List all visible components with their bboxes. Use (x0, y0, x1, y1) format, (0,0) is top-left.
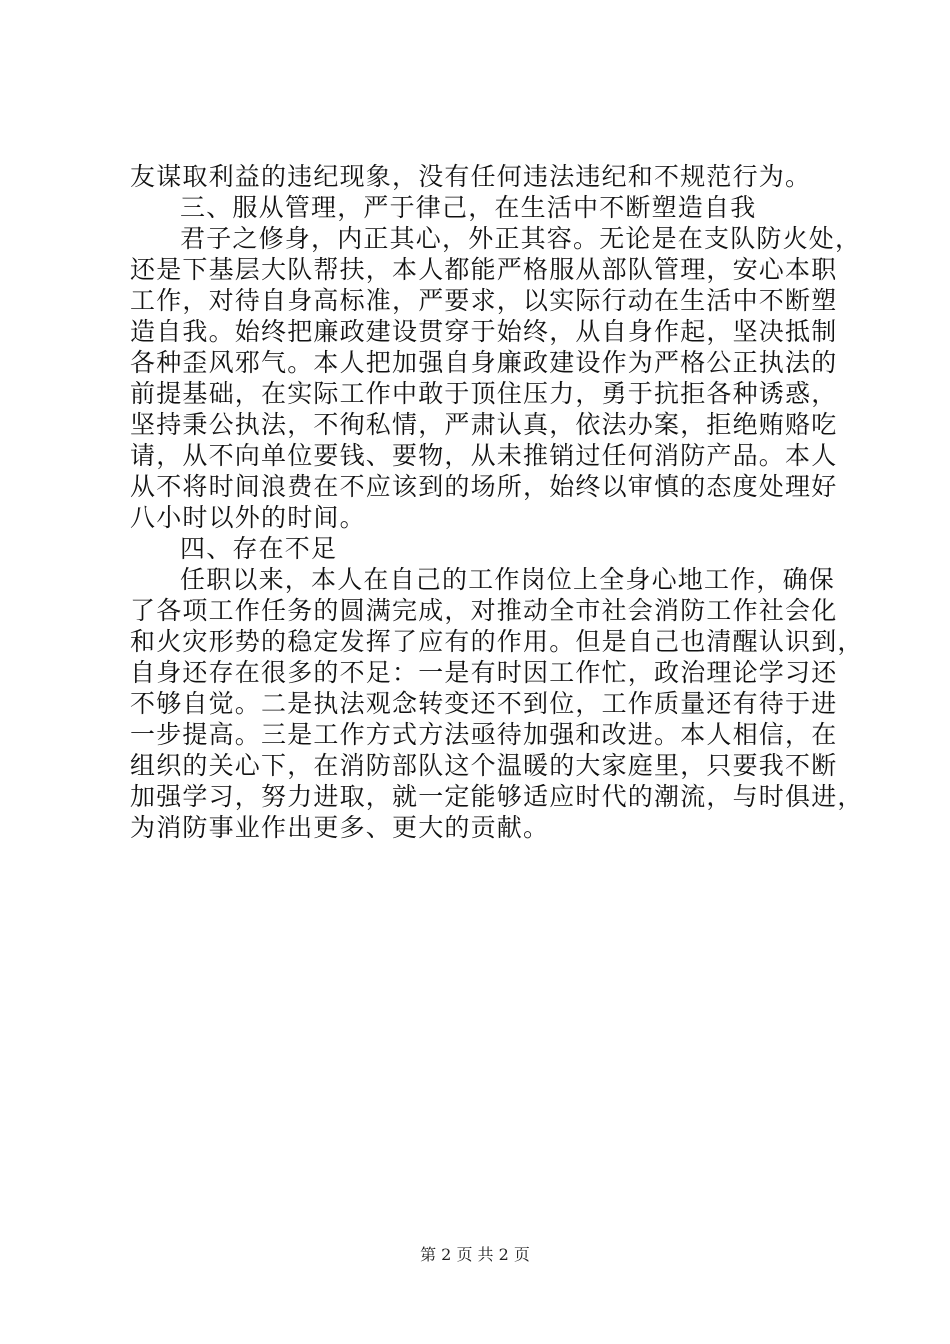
text-line: 前提基础，在实际工作中敢于顶住压力，勇于抗拒各种诱惑， (130, 379, 838, 408)
text-line: 三、服从管理，严于律己，在生活中不断塑造自我 (180, 193, 757, 222)
text-line: 四、存在不足 (180, 534, 338, 563)
text-line: 和火灾形势的稳定发挥了应有的作用。但是自己也清醒认识到， (130, 627, 864, 656)
text-line: 任职以来，本人在自己的工作岗位上全身心地工作，确保 (180, 565, 836, 594)
text-line: 造自我。始终把廉政建设贯穿于始终，从自身作起，坚决抵制 (130, 317, 838, 346)
text-line: 工作，对待自身高标准，严要求，以实际行动在生活中不断塑 (130, 286, 838, 315)
text-line: 组织的关心下，在消防部队这个温暖的大家庭里，只要我不断 (130, 751, 838, 780)
text-line: 不够自觉。二是执法观念转变还不到位，工作质量还有待于进 (130, 689, 838, 718)
text-line: 君子之修身，内正其心，外正其容。无论是在支队防火处， (180, 224, 862, 253)
text-line: 从不将时间浪费在不应该到的场所，始终以审慎的态度处理好 (130, 472, 838, 501)
text-line: 请，从不向单位要钱、要物，从未推销过任何消防产品。本人 (130, 441, 838, 470)
document-body (130, 161, 864, 843)
text-line: 友谋取利益的违纪现象，没有任何违法违纪和不规范行为。 (130, 162, 812, 191)
text-line: 自身还存在很多的不足：一是有时因工作忙，政治理论学习还 (130, 658, 838, 687)
text-line: 还是下基层大队帮扶，本人都能严格服从部队管理，安心本职 (130, 255, 838, 284)
text-line: 了各项工作任务的圆满完成，对推动全市社会消防工作社会化 (130, 596, 838, 625)
text-line: 加强学习，努力进取，就一定能够适应时代的潮流，与时俱进， (130, 782, 864, 811)
page-footer: 第 2 页 共 2 页 (420, 1245, 530, 1264)
text-line: 一步提高。三是工作方式方法亟待加强和改进。本人相信，在 (130, 720, 838, 749)
text-line: 坚持秉公执法，不徇私情，严肃认真，依法办案，拒绝贿赂吃 (130, 410, 838, 439)
text-line: 八小时以外的时间。 (130, 503, 366, 532)
text-line: 为消防事业作出更多、更大的贡献。 (130, 813, 550, 842)
text-line: 各种歪风邪气。本人把加强自身廉政建设作为严格公正执法的 (130, 348, 838, 377)
